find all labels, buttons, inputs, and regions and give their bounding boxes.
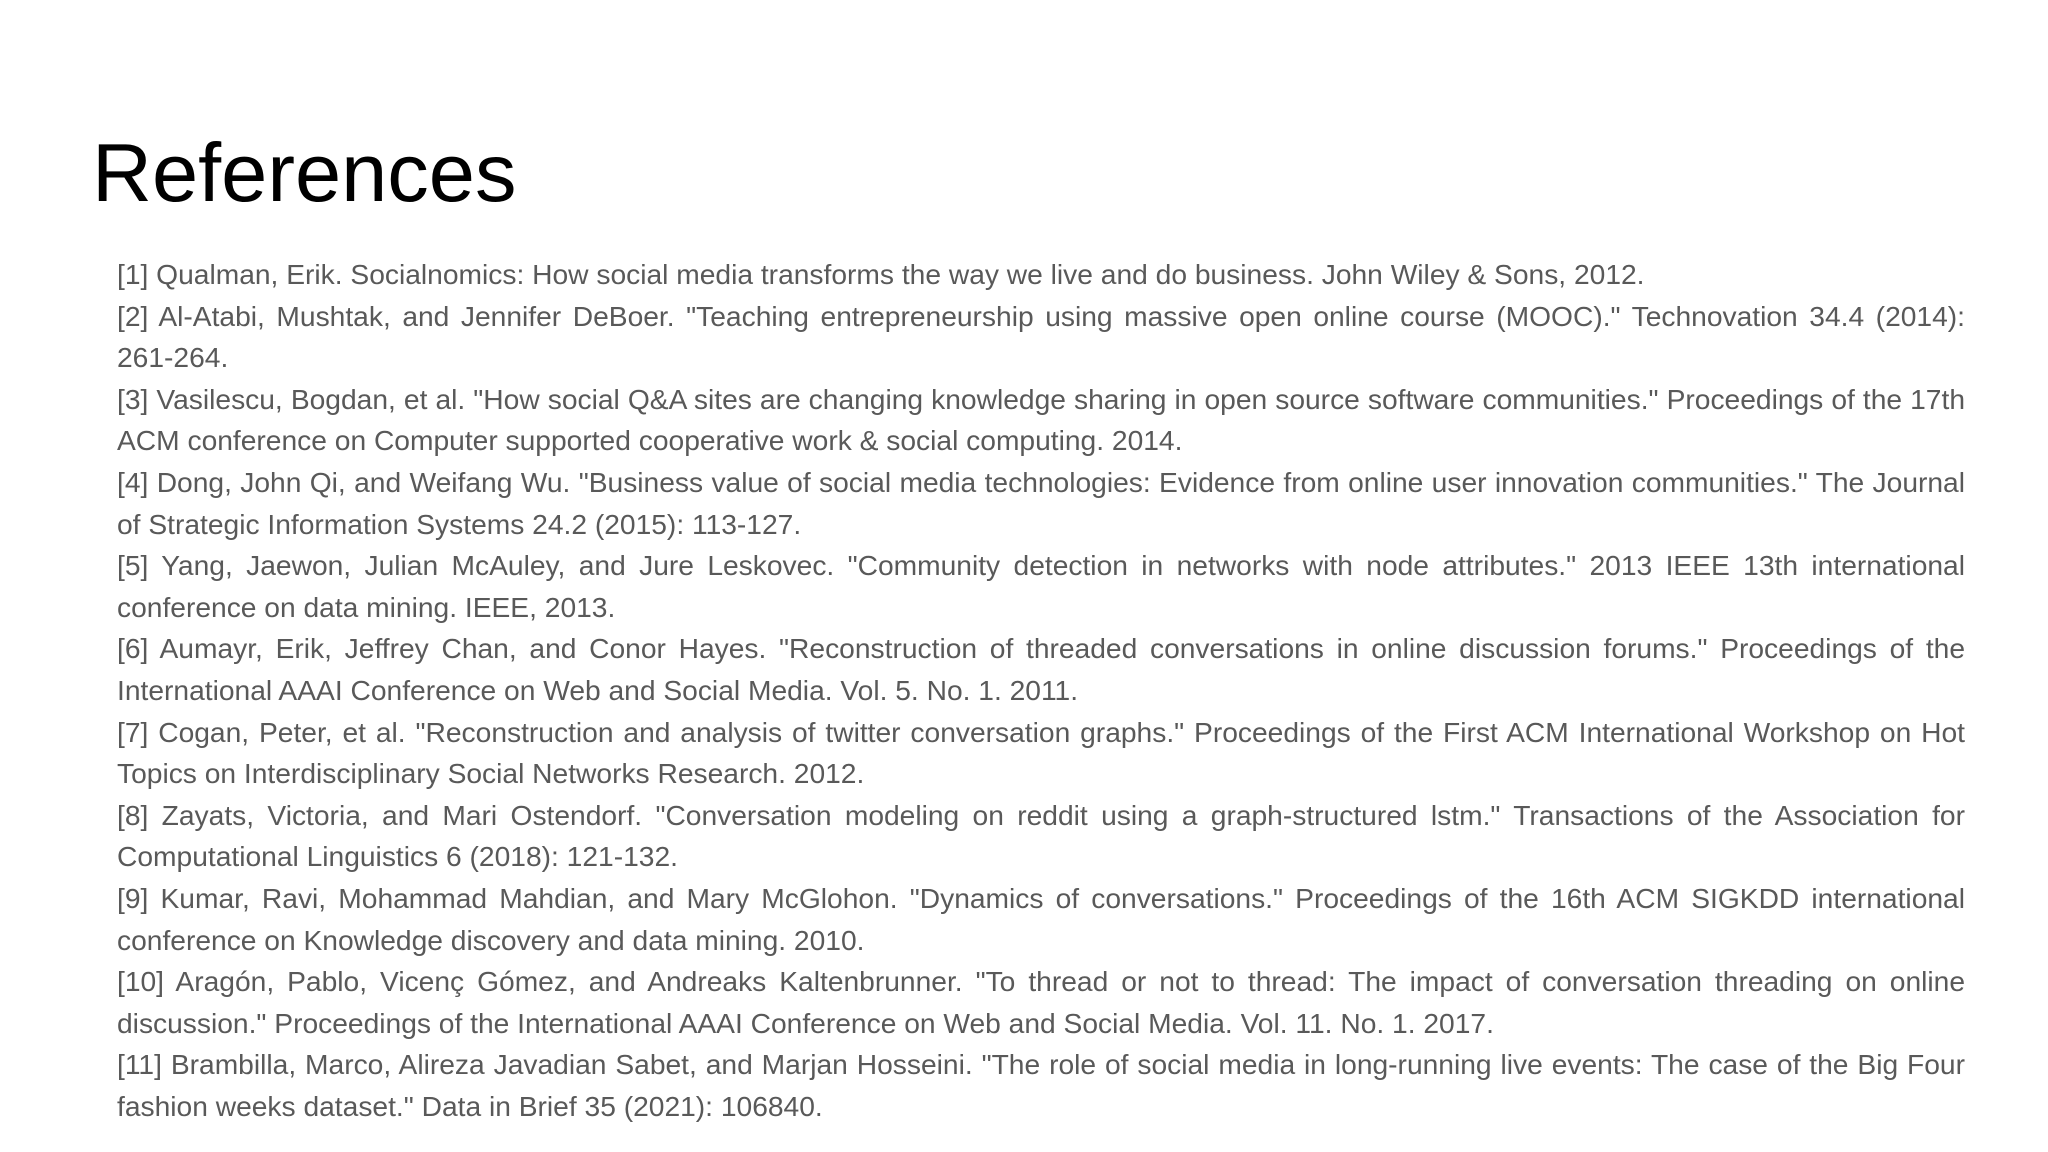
reference-item-1: [1] Qualman, Erik. Socialnomics: How social media transforms the way we live and do business. John Wiley & Sons, 2012. bbox=[117, 258, 1645, 290]
reference-item-11: [11] Brambilla, Marco, Alireza Javadian Sabet, and Marjan Hosseini. "The role of social media in long-running live events: The case of the Big Four fashion weeks dataset." Data in Brief 35 (2021): 106840. bbox=[117, 1048, 1965, 1122]
slide-title: References bbox=[92, 126, 517, 219]
reference-item-3: [3] Vasilescu, Bogdan, et al. "How social Q&A sites are changing knowledge sharing in open source software communities." Proceedings of the 17th ACM conference on Computer supported cooperative work & social computing. 2014. bbox=[117, 382, 1965, 457]
reference-item-6: [6] Aumayr, Erik, Jeffrey Chan, and Conor Hayes. "Reconstruction of threaded conversations in online discussion forums." Proceedings of the International AAAI Conference on Web and Social Media. Vol. 5. No. 1. 2011. bbox=[117, 632, 1965, 706]
reference-item-10: [10] Aragón, Pablo, Vicenç Gómez, and Andreaks Kaltenbrunner. "To thread or not to thread: The impact of conversation threading on online discussion." Proceedings of the International AAAI Conference on Web and Social Media. Vol. 11. No. 1. 2017. bbox=[117, 965, 1965, 1039]
reference-item-8: [8] Zayats, Victoria, and Mari Ostendorf. "Conversation modeling on reddit using a graph-structured lstm." Transactions of the Association for Computational Linguistics 6 (2018): 121-132. bbox=[117, 798, 1965, 873]
reference-item-2: [2] Al-Atabi, Mushtak, and Jennifer DeBoer. "Teaching entrepreneurship using massive open online course (MOOC)." Technovation 34.4 (2014): 261-264. bbox=[117, 299, 1965, 374]
reference-item-5: [5] Yang, Jaewon, Julian McAuley, and Jure Leskovec. "Community detection in networks with node attributes." 2013 IEEE 13th international conference on data mining. IEEE, 2013. bbox=[117, 549, 1965, 623]
reference-item-4: [4] Dong, John Qi, and Weifang Wu. "Business value of social media technologies: Evidence from online user innovation communities." The Journal of Strategic Information Systems 24.2 (2015): 113-127. bbox=[117, 465, 1965, 540]
reference-item-9: [9] Kumar, Ravi, Mohammad Mahdian, and Mary McGlohon. "Dynamics of conversations." Proceedings of the 16th ACM SIGKDD international conference on Knowledge discovery and data mining. 2010. bbox=[117, 881, 1965, 956]
reference-item-7: [7] Cogan, Peter, et al. "Reconstruction and analysis of twitter conversation graphs." Proceedings of the First ACM International Workshop on Hot Topics on Interdisciplinary Social Networks Research. 2012. bbox=[117, 715, 1965, 790]
reference-list bbox=[117, 254, 1965, 1127]
